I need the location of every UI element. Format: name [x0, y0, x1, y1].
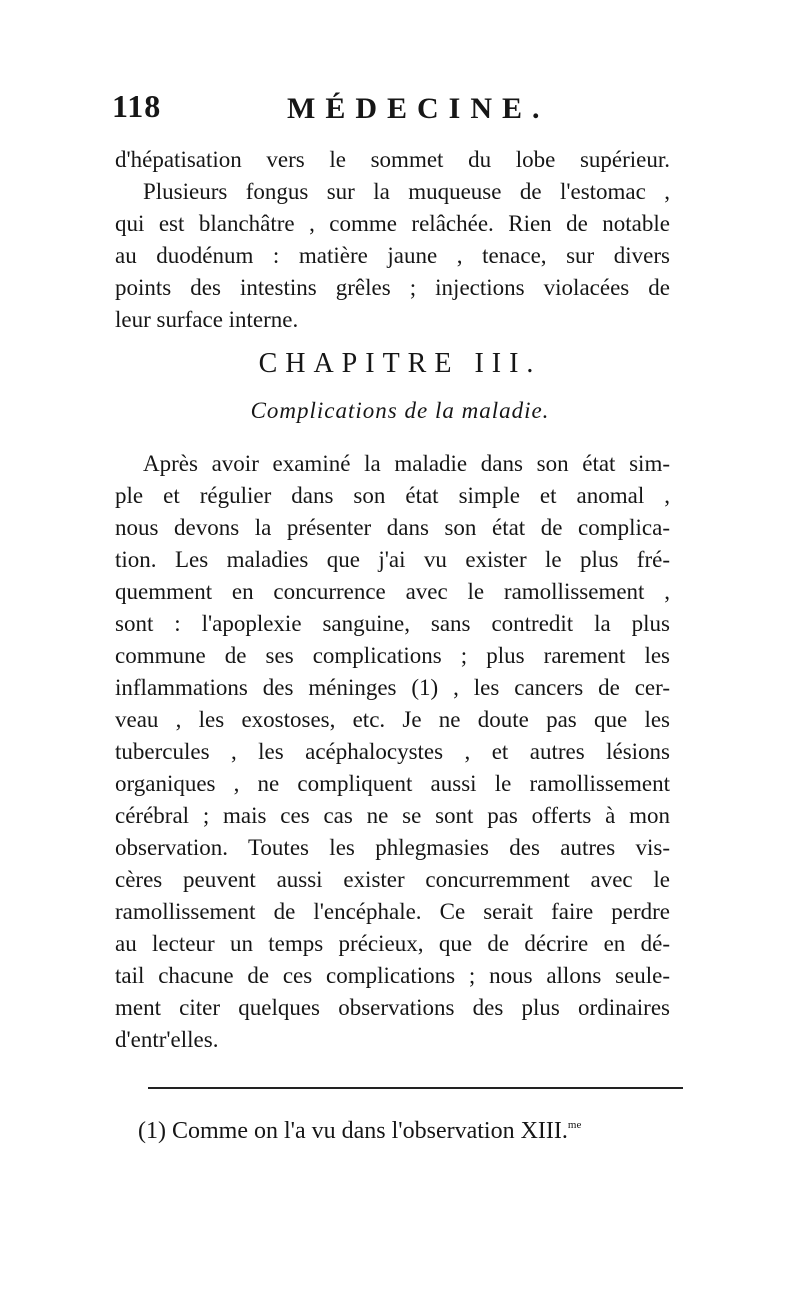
- text-line: inflammations des méninges (1) , les cancers de cer-: [115, 675, 670, 700]
- text-line: veau , les exostoses, etc. Je ne doute pas que les: [115, 707, 670, 732]
- running-head: MÉDECINE.: [287, 92, 550, 125]
- text-line: qui est blanchâtre , comme relâchée. Rien de notable: [115, 211, 670, 236]
- text-line: quemment en concurrence avec le ramollissement ,: [115, 579, 670, 604]
- text-line: tion. Les maladies que j'ai vu exister le plus fré-: [115, 547, 670, 572]
- text-line: tail chacune de ces complications ; nous allons seule-: [115, 963, 670, 988]
- footnote: [138, 1118, 581, 1145]
- text-line: points des intestins grêles ; injections violacées de: [115, 275, 670, 300]
- text-line: organiques , ne compliquent aussi le ramollissement: [115, 771, 670, 796]
- text-line: cères peuvent aussi exister concurremment avec le: [115, 867, 670, 892]
- text-line: observation. Toutes les phlegmasies des autres vis-: [115, 835, 670, 860]
- text-line: cérébral ; mais ces cas ne se sont pas offerts à mon: [115, 803, 670, 828]
- text-line: Plusieurs fongus sur la muqueuse de l'estomac ,: [143, 179, 670, 204]
- chapter-subtitle: Complications de la maladie.: [250, 398, 550, 423]
- text-line: leur surface interne.: [115, 307, 299, 332]
- text-line: Après avoir examiné la maladie dans son état sim-: [143, 451, 670, 476]
- footnote-divider: [148, 1087, 683, 1089]
- text-line: sont : l'apoplexie sanguine, sans contredit la plus: [115, 611, 670, 636]
- page-number: 118: [112, 88, 162, 124]
- text-line: ple et régulier dans son état simple et anomal ,: [115, 483, 670, 508]
- text-line: d'hépatisation vers le sommet du lobe supérieur.: [115, 147, 670, 172]
- text-line: au duodénum : matière jaune , tenace, sur divers: [115, 243, 670, 268]
- text-line: commune de ses complications ; plus rarement les: [115, 643, 670, 668]
- text-line: ramollissement de l'encéphale. Ce serait faire perdre: [115, 899, 670, 924]
- text-line: tubercules , les acéphalocystes , et autres lésions: [115, 739, 670, 764]
- chapter-title: CHAPITRE III.: [258, 348, 542, 379]
- text-line: nous devons la présenter dans son état de complica-: [115, 515, 670, 540]
- page-header: [112, 88, 672, 138]
- text-line: au lecteur un temps précieux, que de décrire en dé-: [115, 931, 670, 956]
- text-line: ment citer quelques observations des plus ordinaires: [115, 995, 670, 1020]
- text-line: d'entr'elles.: [115, 1027, 219, 1052]
- footnote-text: (1) Comme on l'a vu dans l'observation XIII.: [138, 1118, 568, 1144]
- footnote-superscript: me: [567, 1119, 582, 1131]
